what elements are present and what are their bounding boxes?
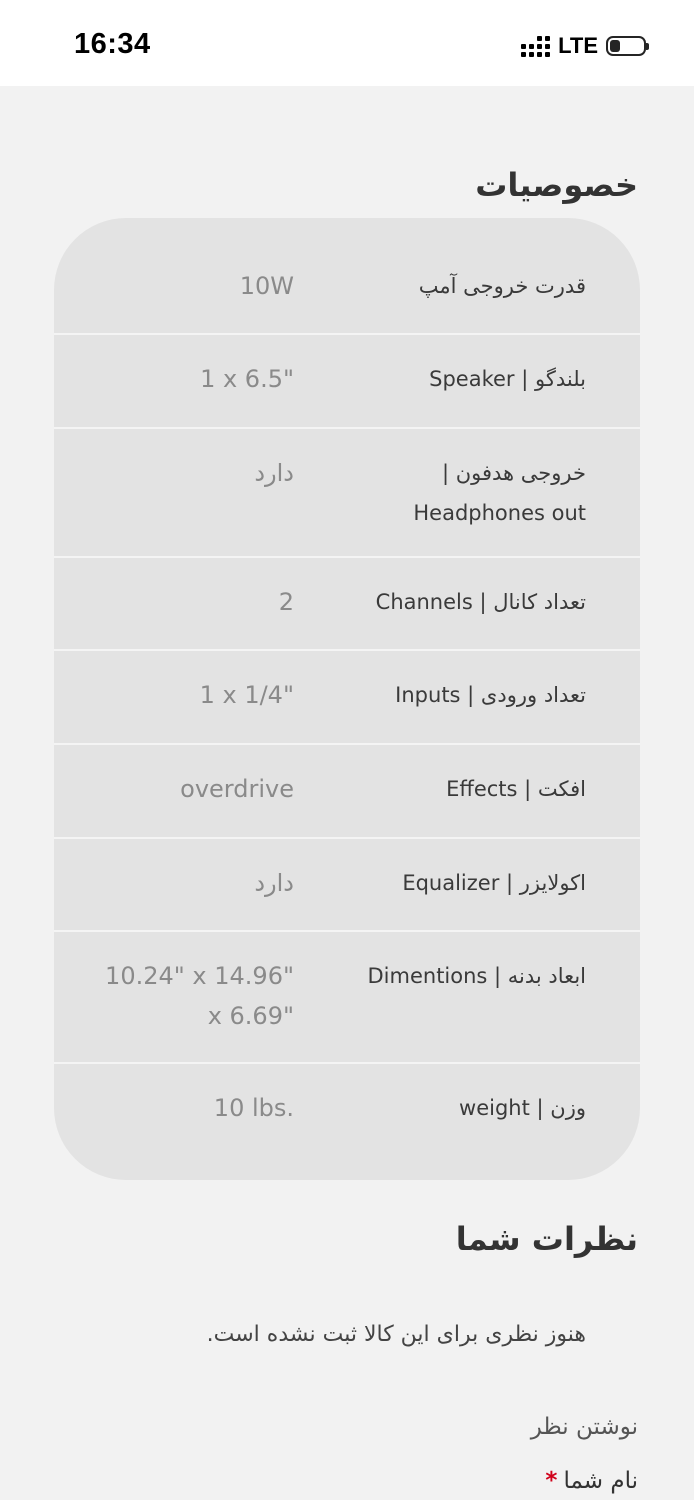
spec-row bbox=[54, 218, 640, 335]
spec-value: overdrive bbox=[180, 775, 294, 803]
spec-value: 10.24" x 14.96" x 6.69" bbox=[105, 962, 294, 1030]
spec-row bbox=[54, 558, 640, 651]
battery-icon bbox=[606, 36, 646, 56]
name-field-label bbox=[545, 1468, 638, 1494]
write-review-heading: نوشتن نظر bbox=[530, 1414, 638, 1440]
specs-title: خصوصیات bbox=[475, 166, 638, 204]
spec-value: 10 lbs. bbox=[213, 1094, 294, 1122]
spec-label: خروجی هدفون | Headphones out bbox=[413, 461, 586, 525]
network-label: LTE bbox=[558, 33, 598, 58]
spec-label: اکولایزر | Equalizer bbox=[402, 871, 586, 895]
spec-row bbox=[54, 1064, 640, 1180]
specs-table bbox=[54, 218, 640, 1180]
status-time: 16:34 bbox=[74, 28, 151, 60]
spec-row bbox=[54, 335, 640, 429]
signal-icon bbox=[521, 35, 550, 57]
status-bar bbox=[0, 0, 694, 86]
spec-row bbox=[54, 429, 640, 558]
spec-row bbox=[54, 839, 640, 932]
spec-row bbox=[54, 745, 640, 839]
no-reviews-message: هنوز نظری برای این کالا ثبت نشده است. bbox=[206, 1322, 586, 1347]
name-label-text: نام شما bbox=[563, 1468, 638, 1494]
spec-label: ابعاد بدنه | Dimentions bbox=[367, 964, 586, 988]
spec-value: 10W bbox=[239, 272, 294, 300]
spec-value: 1 x 1/4" bbox=[199, 681, 294, 709]
spec-value: 2 bbox=[278, 588, 294, 616]
reviews-title: نظرات شما bbox=[455, 1220, 638, 1258]
spec-label: قدرت خروجی آمپ bbox=[418, 274, 586, 298]
spec-label: وزن | weight bbox=[459, 1096, 586, 1120]
spec-value: 1 x 6.5" bbox=[200, 365, 294, 393]
spec-label: افکت | Effects bbox=[446, 777, 586, 801]
spec-value: دارد bbox=[254, 869, 294, 897]
spec-label: تعداد ورودی | Inputs bbox=[395, 683, 586, 707]
spec-value: دارد bbox=[254, 459, 294, 487]
spec-row bbox=[54, 651, 640, 745]
spec-label: تعداد کانال | Channels bbox=[375, 590, 586, 614]
status-indicators bbox=[521, 33, 646, 59]
required-mark: * bbox=[545, 1468, 558, 1494]
spec-label: بلندگو | Speaker bbox=[429, 367, 586, 391]
spec-row bbox=[54, 932, 640, 1064]
